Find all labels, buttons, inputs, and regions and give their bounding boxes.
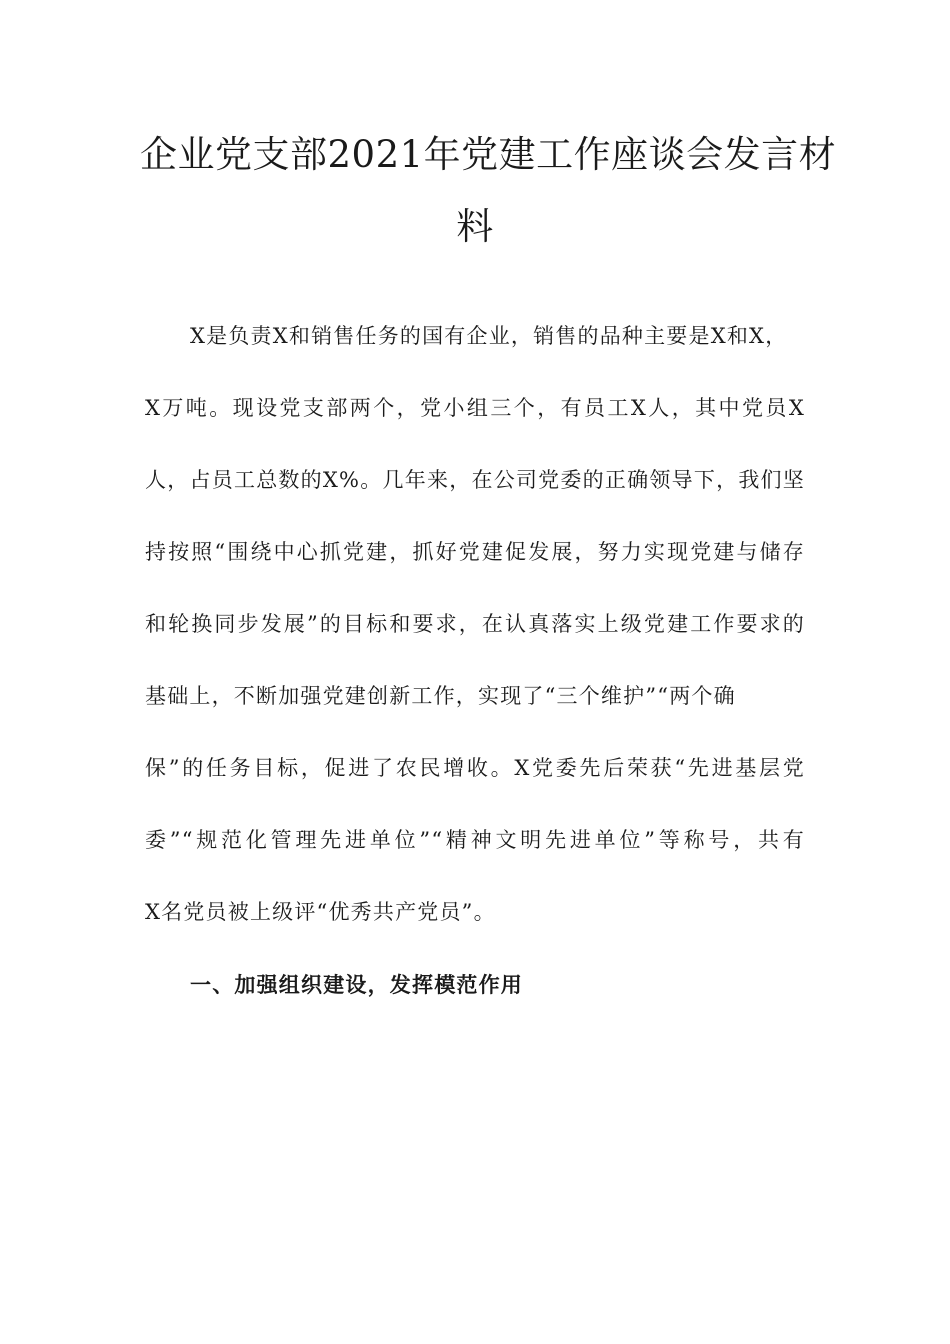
paragraph-line: 委”“规范化管理先进单位”“精神文明先进单位”等称号，共有 [145, 828, 805, 852]
document-title-line-2: 料 [456, 205, 494, 248]
paragraph-line: X名党员被上级评“优秀共产党员”。 [145, 900, 496, 924]
paragraph-line: 和轮换同步发展”的目标和要求，在认真落实上级党建工作要求的 [145, 612, 805, 636]
paragraph-line: 人，占员工总数的X%。几年来，在公司党委的正确领导下，我们坚 [145, 468, 805, 492]
document-title-line-1: 企业党支部2021年党建工作座谈会发言材 [140, 133, 837, 176]
section-heading: 一、加强组织建设，发挥模范作用 [190, 972, 523, 997]
paragraph-line: 保”的任务目标，促进了农民增收。X党委先后荣获“先进基层党 [145, 756, 805, 780]
paragraph-line: X万吨。现设党支部两个，党小组三个，有员工X人，其中党员X [145, 396, 805, 420]
paragraph-line: 基础上，不断加强党建创新工作，实现了“三个维护”“两个确 [145, 684, 736, 708]
paragraph-line: 持按照“围绕中心抓党建，抓好党建促发展，努力实现党建与储存 [145, 540, 805, 564]
paragraph-line: X是负责X和销售任务的国有企业，销售的品种主要是X和X， [190, 324, 788, 348]
